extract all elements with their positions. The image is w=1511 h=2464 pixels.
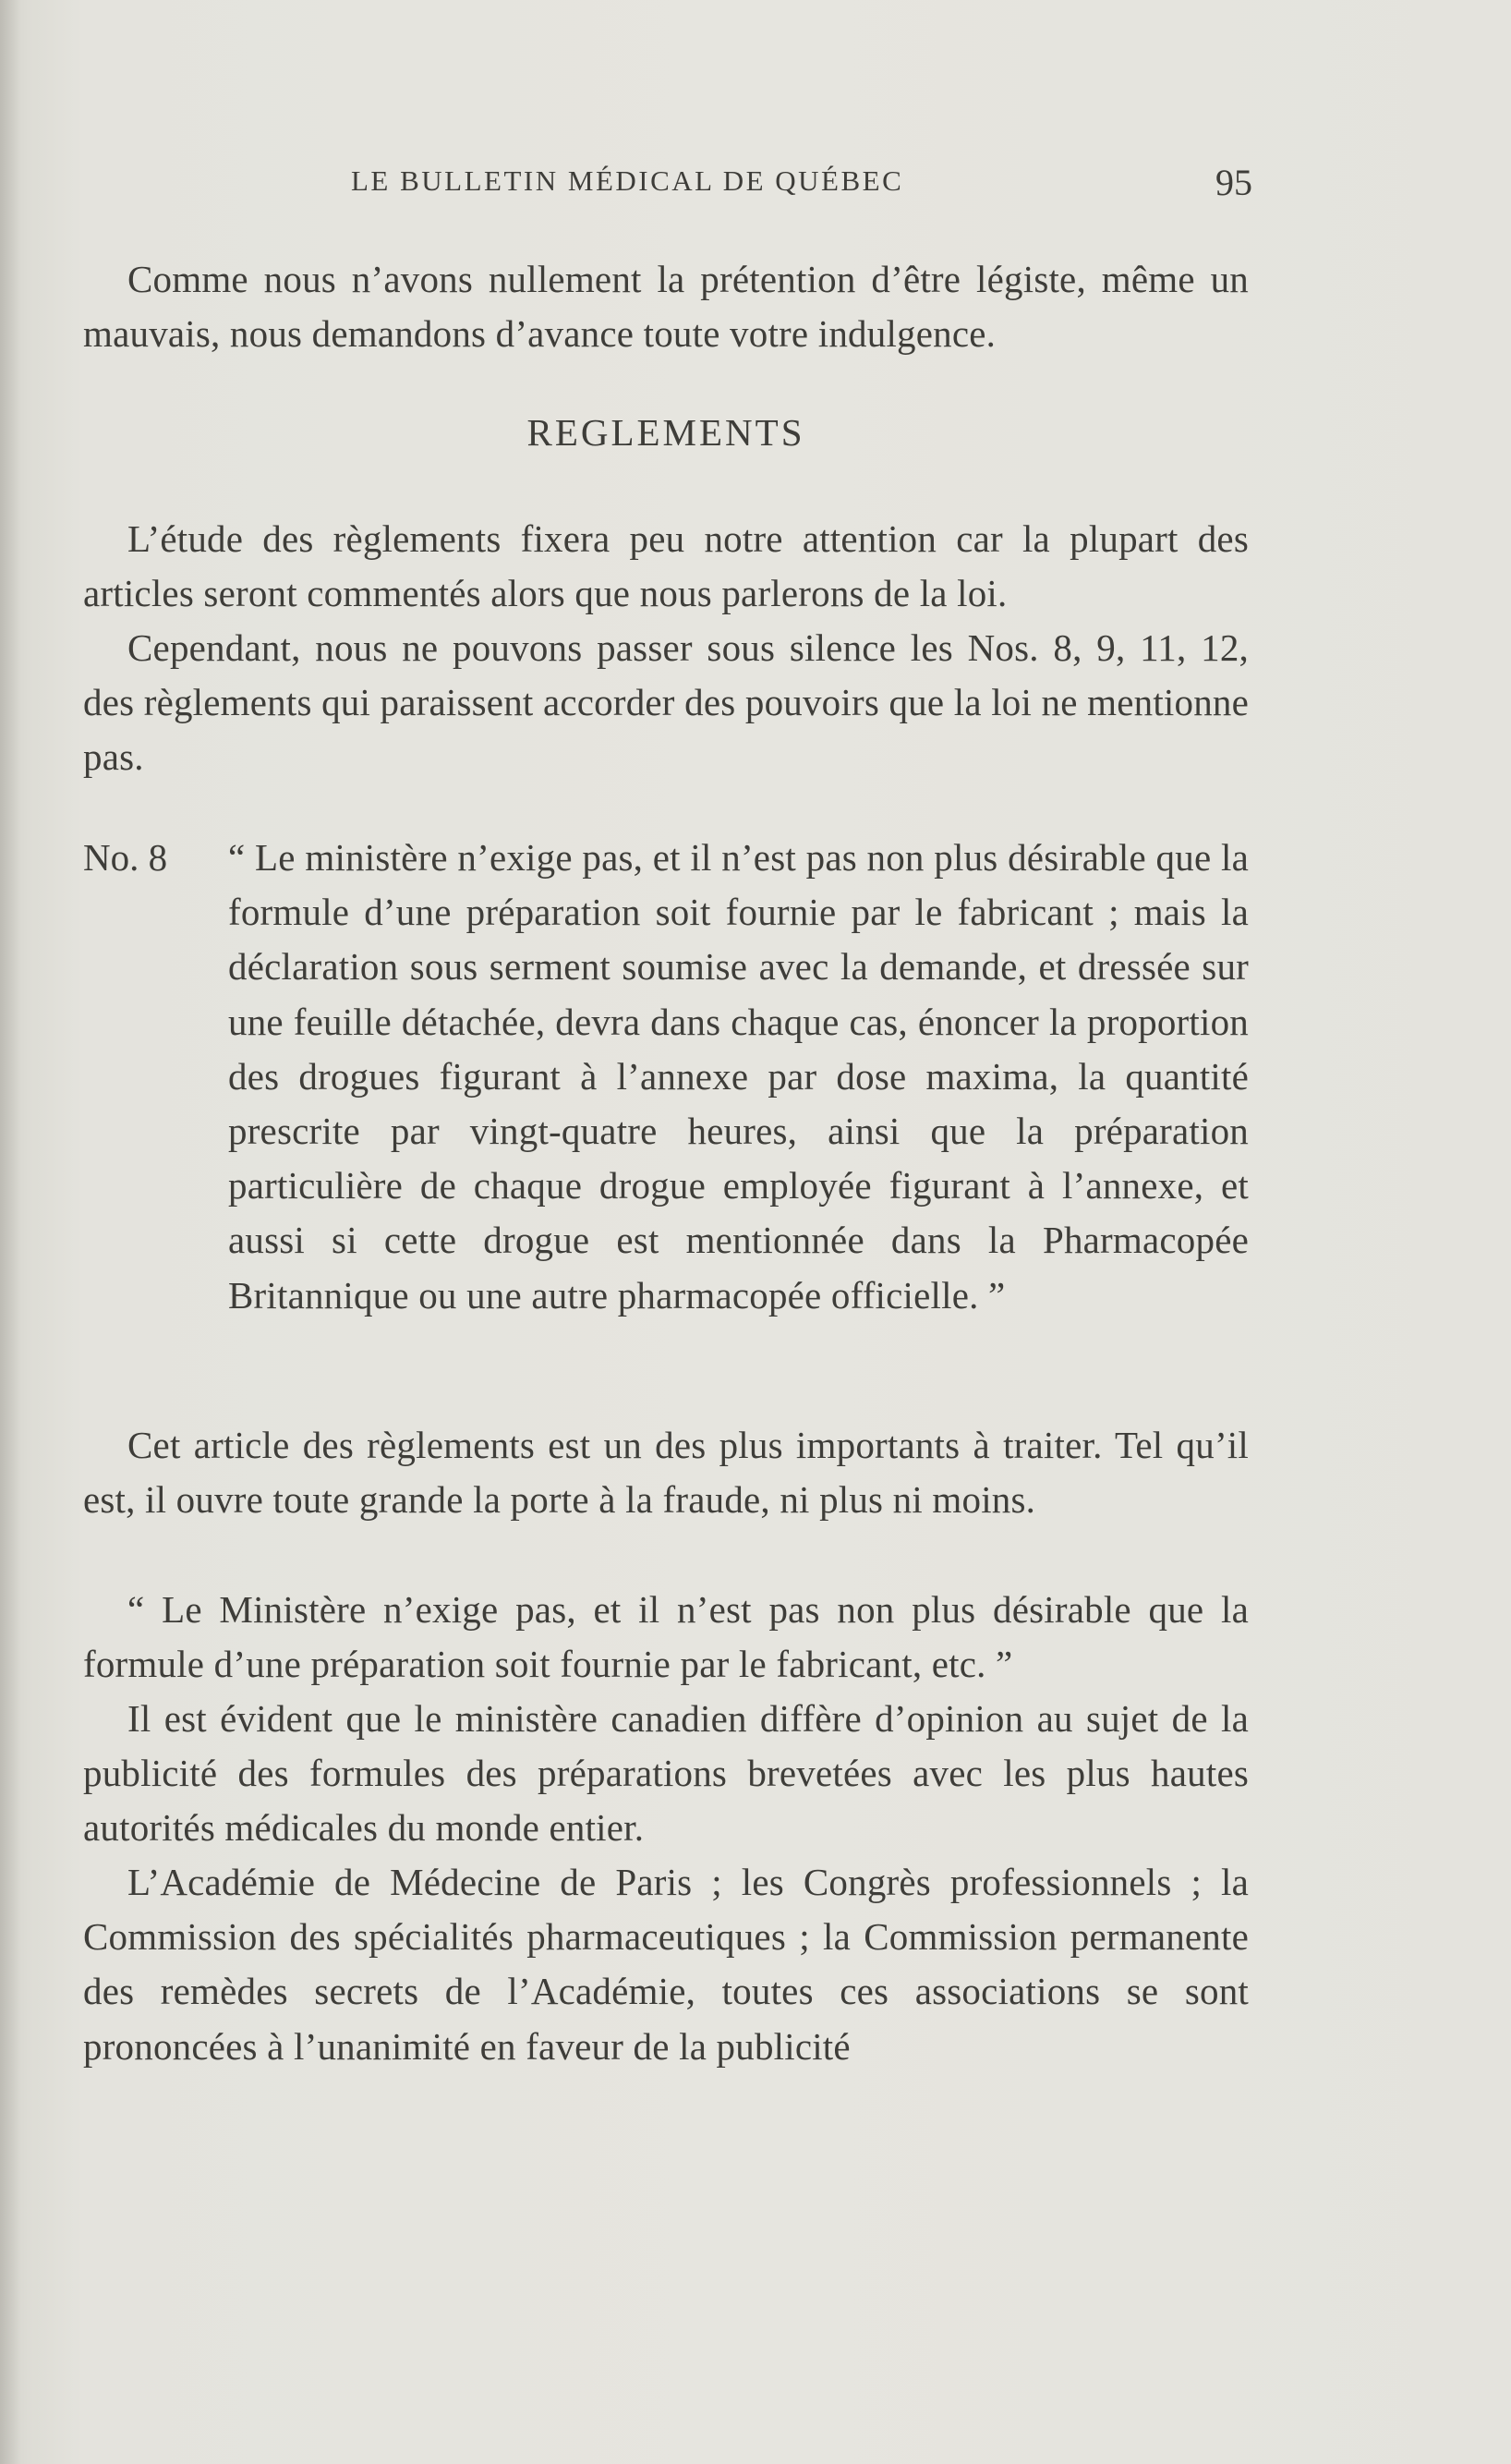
paragraph-cet-article: Cet article des règlements est un des plus importants à traiter. Tel qu’il est, il ouvre toute grande la porte à la fraude, ni plus ni moins.	[83, 1424, 1249, 1522]
section-heading: REGLEMENTS	[526, 411, 805, 454]
article-number: No. 8	[83, 836, 168, 879]
page-number: 95	[1215, 162, 1252, 203]
paragraph-cependant: Cependant, nous ne pouvons passer sous silence les Nos. 8, 9, 11, 12, des règlements qui paraissent accorder des pouvoirs que la loi ne mentionne pas.	[83, 626, 1249, 779]
paragraph-intro: Comme nous n’avons nullement la prétention d’être légiste, même un mauvais, nous demandons d’avance toute votre indulgence.	[83, 258, 1249, 356]
page-header	[83, 164, 1252, 211]
running-title: LE BULLETIN MÉDICAL DE QUÉBEC	[351, 164, 904, 197]
paragraph-quotation: “ Le Ministère n’exige pas, et il n’est pas non plus désirable que la formule d’une préparation soit fournie par le fabricant, etc. ”	[83, 1588, 1249, 1686]
quoted-article	[83, 831, 1249, 1323]
paragraph-academie: L’Académie de Médecine de Paris ; les Congrès professionnels ; la Commission des spécialités pharmaceutiques ; la Commission permanente des remèdes secrets de l’Académie, toutes ces associations se sont prononcées à l’unanimité en faveur de la publicité	[83, 1861, 1249, 2068]
article-text: “ Le ministère n’exige pas, et il n’est pas non plus désirable que la formule d’une préparation soit fournie par le fabricant ; mais la déclaration sous serment soumise avec la demande, et dressée sur une feuille détachée, devra dans chaque cas, énoncer la proportion des drogues figurant à l’annexe par dose maxima, la quantité prescrite par vingt-quatre heures, ainsi que la préparation particulière de chaque drogue employée figurant à l’annexe, et aussi si cette drogue est mentionnée dans la Pharmacopée Britannique ou une autre pharmacopée officielle. ”	[228, 836, 1249, 1317]
paragraph-evident: Il est évident que le ministère canadien diffère d’opinion au sujet de la publicité des formules des préparations brevetées avec les plus hautes autorités médicales du monde entier.	[83, 1697, 1249, 1850]
paragraph-reglements: L’étude des règlements fixera peu notre attention car la plupart des articles seront commentés alors que nous parlerons de la loi.	[83, 517, 1249, 615]
